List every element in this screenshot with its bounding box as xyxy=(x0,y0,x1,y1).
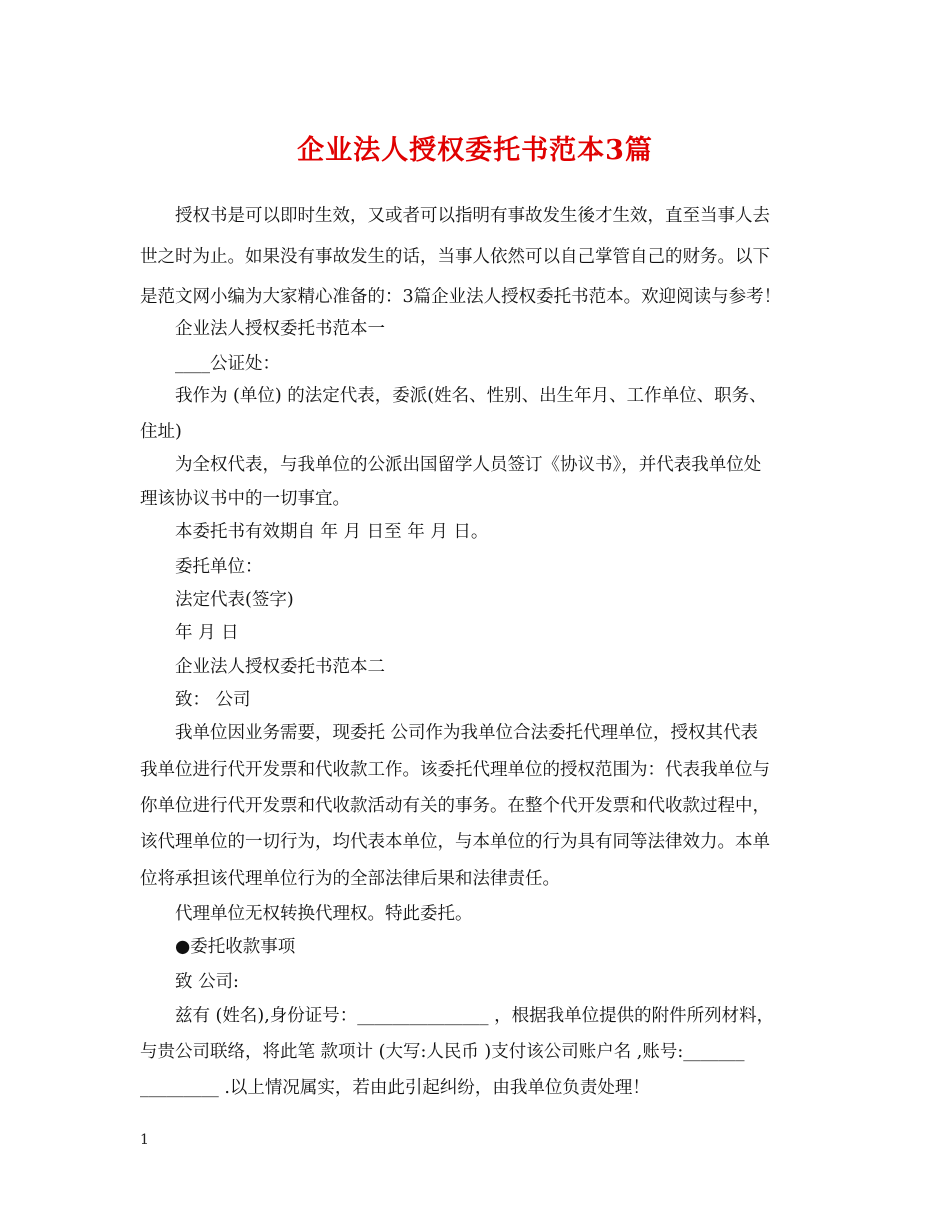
paragraph-line: 致 公司: xyxy=(140,972,239,992)
paragraph-line: 世之时为止。如果没有事故发生的话，当事人依然可以自己掌管自己的财务。以下 xyxy=(140,247,770,267)
paragraph-line: ●委托收款事项 xyxy=(140,937,296,957)
paragraph-line: _________ .以上情况属实，若由此引起纠纷，由我单位负责处理！ xyxy=(140,1078,650,1098)
paragraph-line: 理该协议书中的一切事宜。 xyxy=(140,489,350,509)
paragraph-line: 住址) xyxy=(140,422,182,442)
paragraph-line: 授权书是可以即时生效，又或者可以指明有事故发生後才生效，直至当事人去 xyxy=(140,206,770,226)
paragraph-line: 位将承担该代理单位行为的全部法律后果和法律责任。 xyxy=(140,869,560,889)
paragraph-line: 代理单位无权转换代理权。特此委托。 xyxy=(140,904,473,924)
paragraph-line: 我单位进行代开发票和代收款工作。该委托代理单位的授权范围为：代表我单位与 xyxy=(140,760,770,780)
paragraph-line: ____公证处： xyxy=(140,354,280,374)
paragraph-line: 致： 公司 xyxy=(140,690,251,710)
paragraph-line: 与贵公司联络，将此笔 款项计 (大写:人民币 )支付该公司账户名 ,账号:_______ xyxy=(140,1042,745,1062)
paragraph-line: 你单位进行代开发票和代收款活动有关的事务。在整个代开发票和代收款过程中， xyxy=(140,796,770,816)
document-title: 企业法人授权委托书范本3篇 xyxy=(297,135,653,166)
paragraph-line: 年 月 日 xyxy=(140,623,239,643)
paragraph-line: 我作为 (单位) 的法定代表，委派(姓名、性别、出生年月、工作单位、职务、 xyxy=(140,386,767,406)
paragraph-line: 法定代表(签字) xyxy=(140,590,294,610)
paragraph-line: 我单位因业务需要，现委托 公司作为我单位合法委托代理单位，授权其代表 xyxy=(140,723,759,743)
section-heading: 企业法人授权委托书范本二 xyxy=(140,657,385,677)
page-number: 1 xyxy=(140,1132,149,1148)
paragraph-line: 为全权代表，与我单位的公派出国留学人员签订《协议书》，并代表我单位处 xyxy=(140,455,762,475)
paragraph-line: 委托单位： xyxy=(140,557,263,577)
paragraph-line: 兹有 (姓名),身份证号：_______________ ，根据我单位提供的附件所列材料， xyxy=(140,1006,775,1026)
paragraph-line: 本委托书有效期自 年 月 日至 年 月 日。 xyxy=(140,522,489,542)
paragraph-line: 该代理单位的一切行为，均代表本单位，与本单位的行为具有同等法律效力。本单 xyxy=(140,832,770,852)
section-heading: 企业法人授权委托书范本一 xyxy=(140,319,385,339)
paragraph-line: 是范文网小编为大家精心准备的：3篇企业法人授权委托书范本。欢迎阅读与参考！ xyxy=(140,287,782,307)
